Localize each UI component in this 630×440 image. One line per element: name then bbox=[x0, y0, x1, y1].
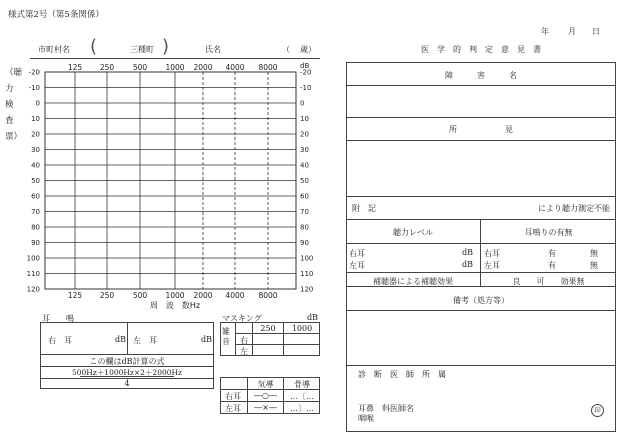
x-tick-top-250: 250 bbox=[99, 63, 115, 72]
y-tick-left-0: 0 bbox=[35, 99, 40, 108]
y-tick-left-60: 60 bbox=[31, 192, 40, 201]
masking-1000: 1000 bbox=[291, 324, 313, 333]
x-tick-bottom-250: 250 bbox=[99, 291, 115, 300]
x-tick-bottom-8000: 8000 bbox=[258, 291, 278, 300]
city-label: 市町村名 bbox=[38, 45, 70, 54]
tinnitus-right: 右 耳 bbox=[48, 336, 72, 345]
legend-left-air-symbol: ―×― bbox=[254, 403, 277, 412]
findings-label: 所 見 bbox=[449, 125, 513, 134]
hearing-aid-effect: 良 可 効果無 bbox=[512, 277, 585, 286]
hearing-level-label: 聴力レベル bbox=[393, 228, 433, 237]
op-h9 bbox=[346, 310, 616, 311]
x-tick-bottom-1000: 1000 bbox=[165, 291, 185, 300]
legend-right-air-symbol: ―○― bbox=[254, 391, 277, 400]
left-bracket: ( bbox=[90, 36, 98, 57]
doctor-label: 耳鼻 科医師名 bbox=[358, 404, 414, 413]
seal-mark: 印 bbox=[591, 404, 604, 417]
tn-left-ear: 左耳 bbox=[484, 261, 500, 270]
y-tick-right-110: 110 bbox=[300, 270, 314, 278]
y-tick-left-80: 80 bbox=[31, 223, 40, 232]
audiogram-y-label: （聴力検査票） bbox=[5, 68, 23, 142]
tinnitus-left-db: dB bbox=[201, 335, 212, 344]
op-h6 bbox=[346, 243, 616, 244]
op-h2 bbox=[346, 117, 616, 118]
masking-unit: dB bbox=[307, 313, 318, 322]
y-tick-left-100: 100 bbox=[26, 254, 40, 263]
tinnitus-note: この欄はdB計算の式 bbox=[89, 357, 165, 366]
masking-h1 bbox=[235, 333, 320, 334]
y-tick-right--10: -10 bbox=[300, 84, 312, 92]
name-label: 氏名 bbox=[205, 45, 221, 54]
hl-left-db: dB bbox=[462, 260, 473, 269]
masking-v1 bbox=[235, 322, 236, 356]
y-tick-right-0: 0 bbox=[300, 99, 305, 108]
tinnitus-left: 左 耳 bbox=[133, 336, 157, 345]
date-year: 年 bbox=[541, 27, 549, 36]
tn-right-yes: 有 bbox=[548, 249, 556, 258]
y-tick-right-30: 30 bbox=[300, 146, 309, 154]
y-tick-right-40: 40 bbox=[300, 161, 309, 170]
x-tick-bottom-500: 500 bbox=[132, 291, 148, 300]
tinnitus-formula: 500Hz＋1000Hz×2＋2000Hz bbox=[71, 368, 183, 377]
y-tick-left-120: 120 bbox=[26, 285, 40, 294]
x-tick-top-8000: 8000 bbox=[258, 63, 278, 72]
tn-right-no: 無 bbox=[590, 249, 598, 258]
y-tick-left--20: -20 bbox=[28, 68, 40, 77]
legend-bone: 骨導 bbox=[294, 380, 310, 389]
y-tick-left-90: 90 bbox=[31, 239, 40, 247]
op-h3 bbox=[346, 140, 616, 141]
y-tick-left-40: 40 bbox=[31, 161, 40, 170]
opinion-title: 医 学 的 判 定 意 見 書 bbox=[421, 45, 541, 54]
form-title: 様式第2号（第5条関係） bbox=[8, 10, 104, 20]
legend-air: 気導 bbox=[257, 380, 274, 389]
op-h1 bbox=[346, 85, 616, 86]
op-h7 bbox=[346, 272, 616, 273]
y-tick-right-10: 10 bbox=[300, 115, 309, 123]
hl-right-db: dB bbox=[462, 248, 473, 257]
legend-right: 右耳 bbox=[225, 392, 241, 401]
op-h4 bbox=[346, 196, 616, 197]
tinnitus-mid-divider bbox=[127, 322, 128, 354]
y-tick-left-110: 110 bbox=[26, 270, 40, 278]
y-tick-right-50: 50 bbox=[300, 177, 309, 185]
y-tick-right-120: 120 bbox=[300, 285, 314, 294]
x-tick-top-4000: 4000 bbox=[225, 63, 245, 72]
y-tick-right-20: 20 bbox=[300, 130, 309, 139]
y-tick-right-70: 70 bbox=[300, 208, 309, 216]
y-tick-right-100: 100 bbox=[300, 254, 314, 263]
doctor-throat: 咽喉 bbox=[358, 414, 374, 423]
y-tick-left--10: -10 bbox=[28, 84, 40, 92]
y-tick-left-70: 70 bbox=[31, 208, 40, 216]
legend-left: 左耳 bbox=[225, 404, 241, 413]
tn-right-ear: 右耳 bbox=[484, 249, 500, 258]
tinnitus-title: 耳 鳴 bbox=[42, 314, 74, 323]
date-month: 月 bbox=[568, 27, 576, 36]
masking-title: マスキング bbox=[222, 314, 262, 323]
y-tick-left-20: 20 bbox=[31, 130, 40, 139]
tn-left-no: 無 bbox=[590, 261, 598, 270]
y-tick-left-10: 10 bbox=[31, 115, 40, 123]
formula-fraction-line bbox=[80, 376, 174, 377]
op-h5 bbox=[346, 219, 616, 220]
disability-label: 障 害 名 bbox=[445, 71, 517, 80]
hearing-aid-label: 補聴器による補聴効果 bbox=[373, 277, 453, 286]
age-label: 歳） bbox=[300, 45, 316, 54]
x-tick-top-125: 125 bbox=[67, 63, 83, 72]
tinnitus-divisor: 4 bbox=[124, 379, 130, 388]
remarks-text: により聴力測定不能 bbox=[538, 204, 610, 213]
remarks-label: 附 記 bbox=[352, 204, 376, 213]
tinnitus-right-db: dB bbox=[115, 335, 126, 344]
y-tick-left-50: 50 bbox=[31, 177, 40, 185]
y-unit-top: dB bbox=[300, 62, 310, 70]
y-tick-left-30: 30 bbox=[31, 146, 40, 154]
masking-left: 左 bbox=[240, 347, 248, 356]
tinnitus-presence-label: 耳鳴りの有無 bbox=[524, 228, 573, 237]
clinic-label: 診 断 医 師 所 属 bbox=[358, 370, 446, 379]
hl-left-ear: 左耳 bbox=[349, 261, 365, 270]
legend-left-bone-symbol: …〕… bbox=[290, 404, 314, 413]
masking-right: 右 bbox=[240, 336, 248, 345]
hl-right-ear: 右耳 bbox=[349, 249, 365, 258]
x-tick-bottom-4000: 4000 bbox=[225, 291, 245, 300]
x-unit-label: 周 波 数Hz bbox=[149, 301, 201, 310]
masking-side-label: 雑音 bbox=[222, 327, 230, 346]
masking-250: 250 bbox=[260, 324, 276, 333]
y-tick-right-80: 80 bbox=[300, 223, 309, 232]
right-bracket: ) bbox=[162, 36, 170, 57]
legend-right-bone-symbol: …〔… bbox=[290, 392, 314, 401]
x-tick-top-2000: 2000 bbox=[193, 63, 213, 72]
x-tick-top-1000: 1000 bbox=[165, 63, 185, 72]
op-h10 bbox=[346, 365, 616, 366]
x-tick-bottom-2000: 2000 bbox=[193, 291, 213, 300]
tn-left-yes: 有 bbox=[548, 261, 556, 270]
age-open: （ bbox=[282, 45, 290, 54]
y-tick-right-90: 90 bbox=[300, 239, 309, 247]
y-tick-right--20: -20 bbox=[300, 68, 312, 77]
y-tick-right-60: 60 bbox=[300, 192, 309, 201]
x-tick-top-500: 500 bbox=[132, 63, 148, 72]
date-day: 日 bbox=[592, 27, 600, 36]
tinnitus-line-1 bbox=[40, 354, 214, 355]
x-tick-bottom-125: 125 bbox=[67, 291, 83, 300]
city-value: 三種町 bbox=[130, 45, 154, 54]
notes-label: 備考（処方等） bbox=[453, 296, 509, 305]
